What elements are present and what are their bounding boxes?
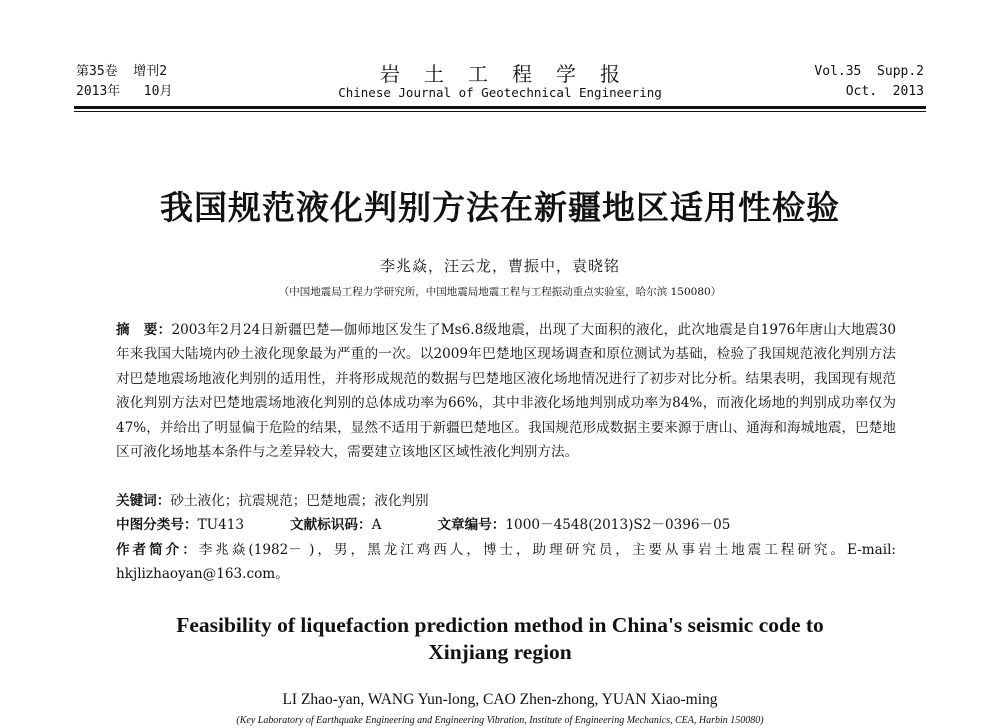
volume-supp-info <box>814 62 924 102</box>
affiliation-cn: （中国地震局工程力学研究所，中国地震局地震工程与工程振动重点实验室，哈尔滨 150080） <box>278 286 722 298</box>
journal-name-cn: 岩土工程学报 <box>380 62 644 86</box>
article-title-en <box>100 612 900 666</box>
header-rule-thick <box>74 106 926 109</box>
volume-issue-info <box>76 62 172 102</box>
keywords-text: 砂土液化；抗震规范；巴楚地震；液化判别 <box>170 493 429 509</box>
clc-value: TU413 <box>197 517 245 533</box>
bio-label: 作者简介： <box>116 542 199 558</box>
abstract-cn <box>116 318 896 464</box>
abstract-text: 2003年2月24日新疆巴楚—伽师地区发生了Ms6.8级地震，出现了大面积的液化，此次地震是自1976年唐山大地震30年来我国大陆境内砂土液化现象最为严重的一次。以2009年巴楚地区现场调查和原位测试为基础，检验了我国规范液化判别方法对巴楚地震场地液化判别的适用性，并将形成规范的数据与巴楚地区液化场地情况进行了初步对比分析。结果表明，我国现有规范液化判别方法对巴楚地震场地液化判别的总体成功率为66%，其中非液化场地判别成功率为84%，而液化场地的判别成功率仅为47%，并给出了明显偏于危险的结果，显然不适用于新疆巴楚地区。我国规范形成数据主要来源于唐山、通海和海城地震，巴楚地区可液化场地基本条件与之差异较大，需要建立该地区区域性液化判别方法。 <box>116 322 897 461</box>
volume-issue-line: 第35卷 增刊2 <box>76 64 168 79</box>
header-rule-thin <box>74 111 926 112</box>
article-no-label: 文章编号： <box>437 517 506 533</box>
publication-date-line: 2013年 10月 <box>76 84 173 99</box>
title-en-line2: Xinjiang region <box>428 640 572 664</box>
article-title-cn: 我国规范液化判别方法在新疆地区适用性检验 <box>160 188 840 227</box>
author-list-cn: 李兆焱，汪云龙，曹振中，袁晓铭 <box>379 257 620 275</box>
bio-text: 李兆焱(1982－ )，男，黑龙江鸡西人，博士，助理研究员，主要从事岩土地震工程研究。E-mail: hkjlizhaoyan@163.com。 <box>116 542 897 582</box>
author-bio <box>116 538 896 586</box>
journal-name <box>280 62 720 102</box>
abstract-label: 摘 要： <box>116 322 172 338</box>
title-en-line1: Feasibility of liquefaction prediction method in China's seismic code to <box>176 613 824 637</box>
author-list-en: LI Zhao-yan, WANG Yun-long, CAO Zhen-zhong, YUAN Xiao-ming <box>282 691 718 708</box>
keywords-line <box>116 490 896 512</box>
doc-code-value: A <box>371 517 382 533</box>
clc-label: 中图分类号： <box>116 517 198 533</box>
volume-supp-line: Vol.35 Supp.2 <box>814 64 924 79</box>
date-line-en: Oct. 2013 <box>845 84 924 99</box>
affiliation-en: (Key Laboratory of Earthquake Engineering and Engineering Vibration, Institute of Engineering Mechanics, CEA, Harbin 150080) <box>236 715 764 726</box>
keywords-label: 关键词： <box>116 493 171 509</box>
article-no-value: 1000－4548(2013)S2－0396－05 <box>505 517 731 533</box>
doc-code-label: 文献标识码： <box>290 517 372 533</box>
classification-line <box>116 514 896 536</box>
journal-name-en: Chinese Journal of Geotechnical Engineering <box>338 85 662 100</box>
